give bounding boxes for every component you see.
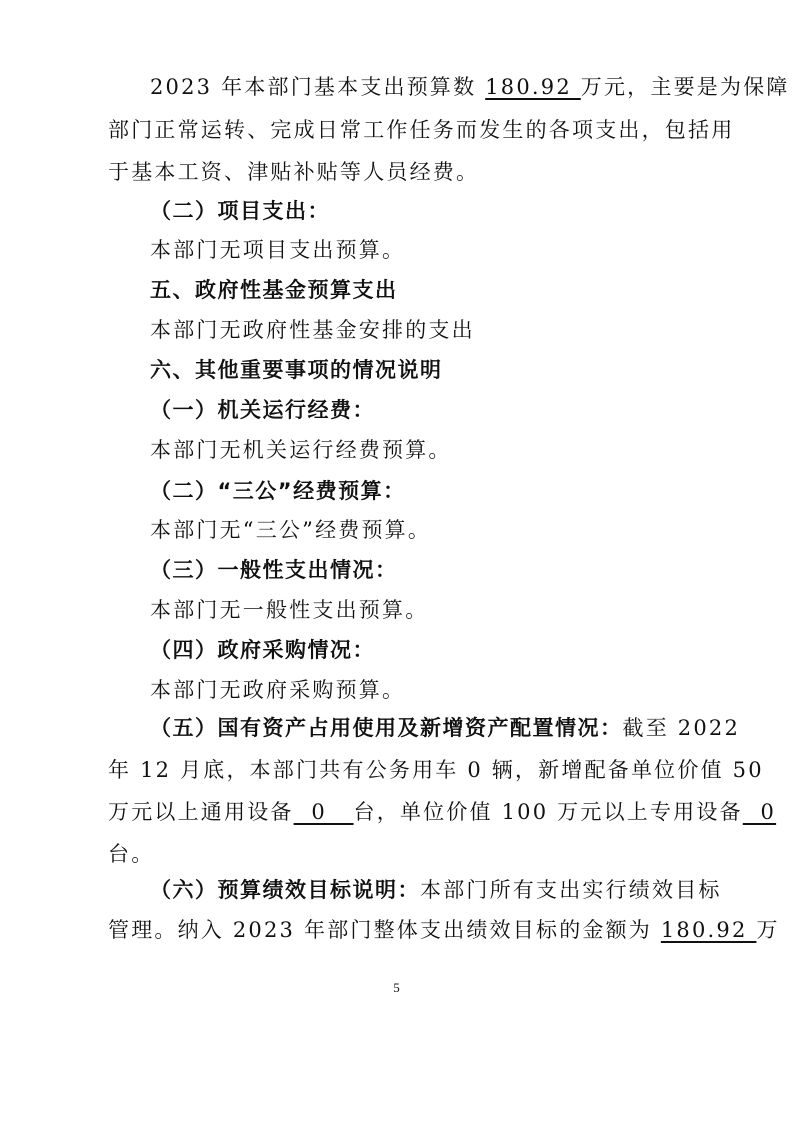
text-span: 万元，主要是为保障 <box>580 75 790 99</box>
paragraph-assets-line2: 年 12 月底，本部门共有公务用车 0 辆，新增配备单位价值 50 <box>108 758 764 782</box>
text-project-expenditure: 本部门无项目支出预算。 <box>150 238 406 262</box>
heading-general-expenditure: （三）一般性支出情况： <box>150 558 398 582</box>
paragraph-performance-line2 <box>108 915 780 945</box>
amount-basic-expenditure: 180.92 <box>485 75 581 99</box>
text-span: 万元以上通用设备 <box>108 800 294 824</box>
paragraph-basic-expenditure-line1 <box>150 72 790 102</box>
paragraph-performance-line1 <box>150 875 722 905</box>
amount-performance-target: 180.92 <box>660 918 757 942</box>
heading-procurement: （四）政府采购情况： <box>150 638 375 662</box>
text-span: 截至 2022 <box>622 716 741 740</box>
page-number: 5 <box>393 980 400 995</box>
paragraph-assets-line3 <box>108 797 777 827</box>
heading-operating-costs: （一）机关运行经费： <box>150 398 375 422</box>
text-span: 台，单位价值 100 万元以上专用设备 <box>353 800 743 824</box>
heading-project-expenditure: （二）项目支出： <box>150 199 330 223</box>
heading-government-fund: 五、政府性基金预算支出 <box>150 278 398 302</box>
general-equipment-count: 0 <box>293 800 354 824</box>
text-span: 管理。纳入 2023 年部门整体支出绩效目标的金额为 <box>108 918 661 942</box>
text-three-public: 本部门无“三公”经费预算。 <box>150 518 432 542</box>
text-general-expenditure: 本部门无一般性支出预算。 <box>150 598 429 622</box>
text-government-fund: 本部门无政府性基金安排的支出 <box>150 318 475 342</box>
text-span: 2023 年本部门基本支出预算数 <box>150 75 486 99</box>
heading-three-public: （二）“三公”经费预算： <box>150 479 406 503</box>
paragraph-assets-line1 <box>150 713 741 743</box>
paragraph-assets-line4: 台。 <box>108 842 155 866</box>
text-operating-costs: 本部门无机关运行经费预算。 <box>150 438 452 462</box>
paragraph-basic-expenditure-line3: 于基本工资、津贴补贴等人员经费。 <box>108 160 480 184</box>
heading-assets: （五）国有资产占用使用及新增资产配置情况： <box>150 716 623 740</box>
paragraph-basic-expenditure-line2: 部门正常运转、完成日常工作任务而发生的各项支出，包括用 <box>108 118 735 142</box>
text-procurement: 本部门无政府采购预算。 <box>150 678 406 702</box>
special-equipment-count: 0 <box>742 800 777 824</box>
text-span: 万 <box>756 918 780 942</box>
text-span: 本部门所有支出实行绩效目标 <box>420 878 722 902</box>
heading-performance: （六）预算绩效目标说明： <box>150 878 420 902</box>
heading-other-matters: 六、其他重要事项的情况说明 <box>150 358 443 382</box>
